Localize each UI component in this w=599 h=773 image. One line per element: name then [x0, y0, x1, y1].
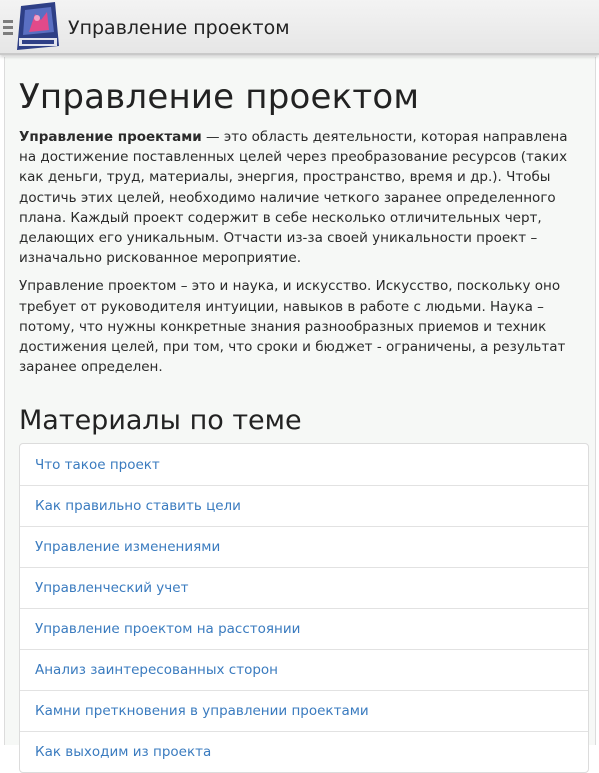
intro-paragraph — [19, 127, 585, 268]
app-title: Управление проектом — [68, 17, 290, 39]
list-item[interactable]: Управление проектом на расстоянии — [20, 608, 588, 649]
page-title: Управление проектом — [19, 77, 420, 117]
app-logo[interactable] — [15, 2, 61, 52]
list-item[interactable]: Как правильно ставить цели — [20, 485, 588, 526]
section-title: Материалы по теме — [19, 405, 302, 437]
intro-bold-term: Управление проектами — [19, 129, 202, 145]
list-item[interactable]: Анализ заинтересованных сторон — [20, 649, 588, 690]
app-bar — [0, 0, 599, 55]
intro-text: — это область деятельности, которая направлена на достижение поставленных целей через преобразование ресурсов (таких как деньги, труд, материалы, энергия, пространство, время и др.). Чтобы достичь этих целей, необходимо наличие четкого заранее определенного плана. Каждый проект содержит в себе несколько отличительных черт, делающих его уникальным. Отчасти из-за своей уникальности проект – изначально рискованное мероприятие. — [19, 129, 568, 267]
second-paragraph: Управление проектом – это и наука, и искусство. Искусство, поскольку оно требует от руководителя интуиции, навыков в работе с людьми. Наука – потому, что нужны конкретные знания разнообразных приемов и техник достижения целей, при том, что сроки и бюджет - ограничены, а результат заранее определен. — [19, 278, 566, 376]
list-item[interactable]: Управленческий учет — [20, 567, 588, 608]
main-content — [4, 57, 596, 761]
list-item[interactable]: Камни преткновения в управлении проектами — [20, 690, 588, 731]
hamburger-menu-icon[interactable] — [3, 20, 13, 36]
materials-list — [19, 443, 589, 773]
list-item[interactable]: Как выходим из проекта — [20, 731, 588, 772]
list-item[interactable]: Что такое проект — [35, 456, 160, 473]
list-item[interactable]: Управление изменениями — [20, 526, 588, 567]
